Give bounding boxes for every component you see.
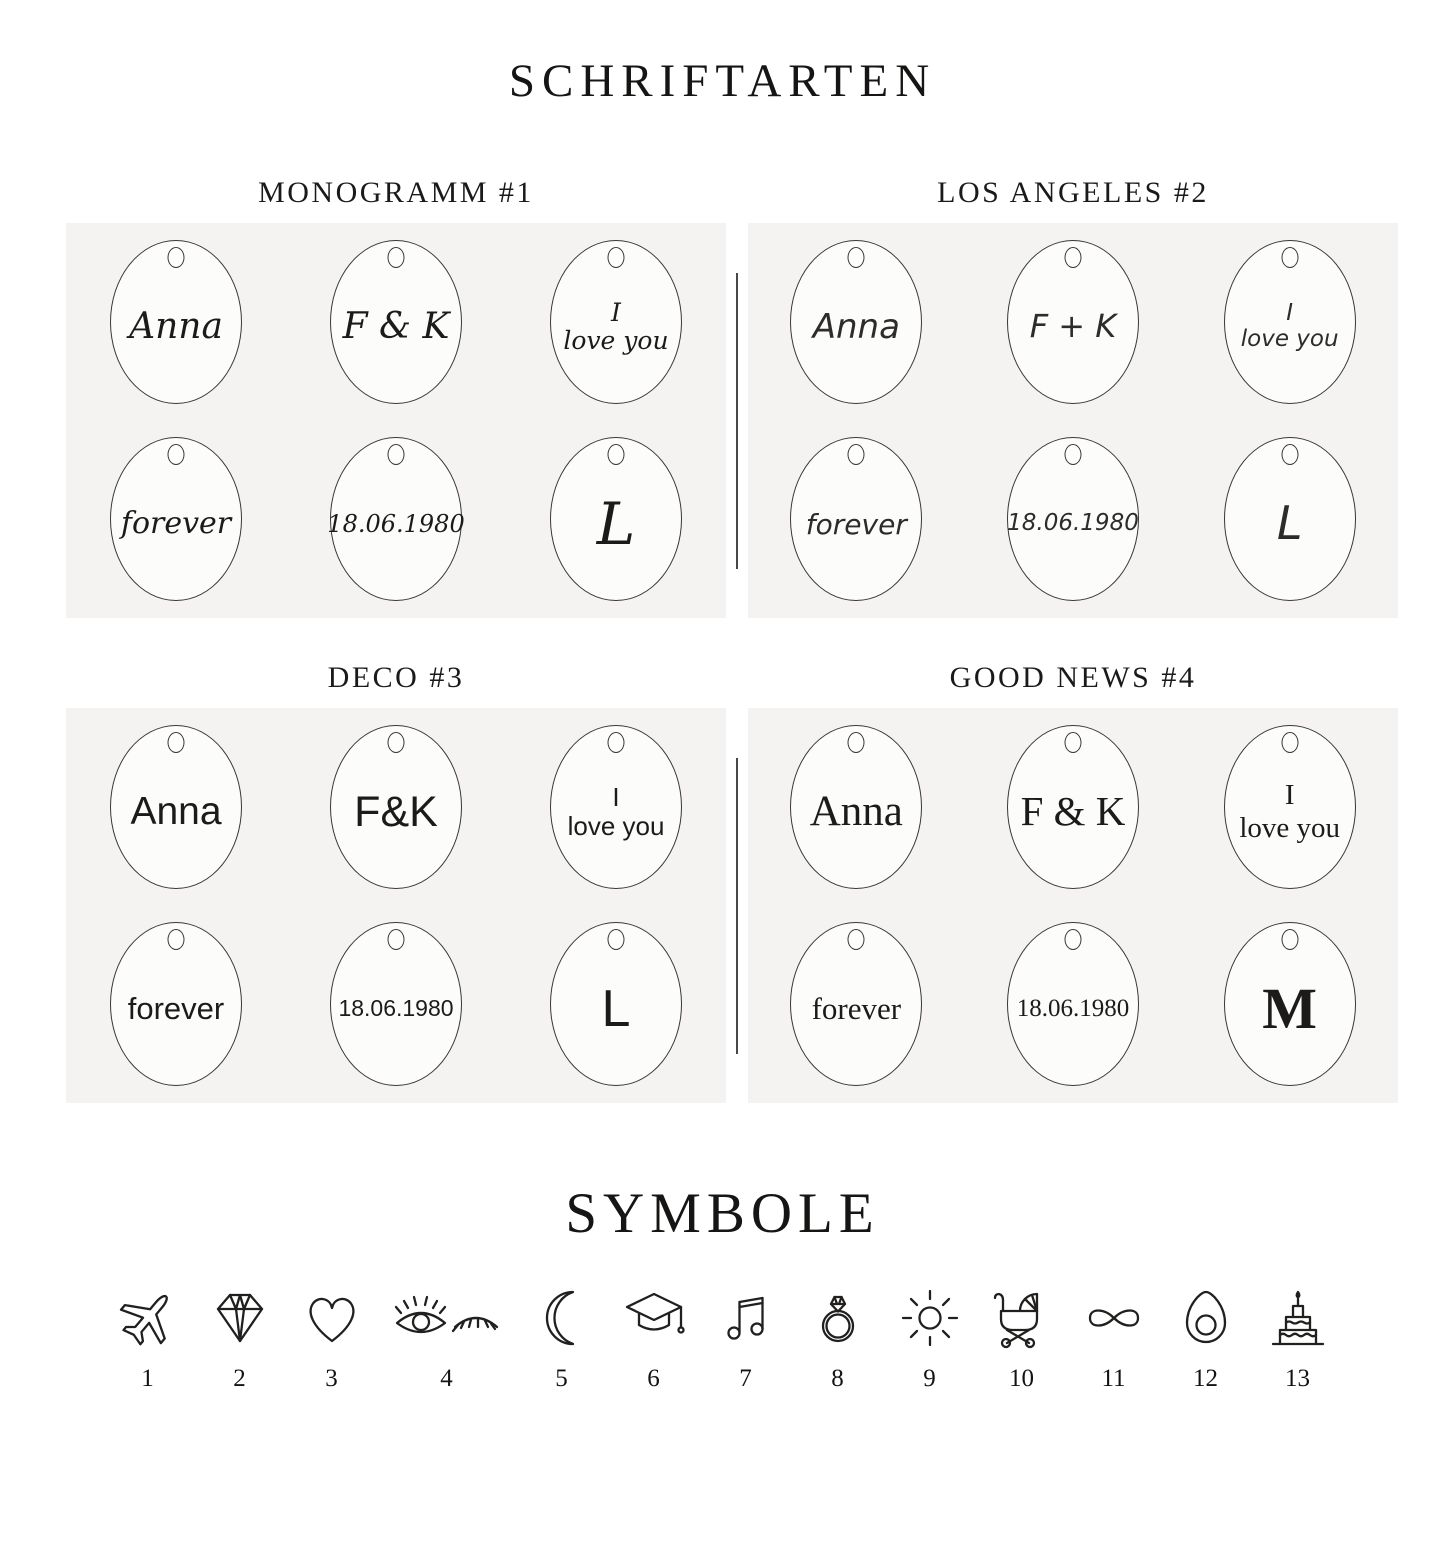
tag-text-line: Anna — [809, 787, 903, 835]
tag-hole — [608, 444, 625, 465]
section-title-deco: DECO #3 — [327, 661, 465, 694]
tag-text — [1007, 501, 1139, 537]
baby-stroller-icon — [990, 1286, 1054, 1350]
section-title-monogramm: MONOGRAMM #1 — [258, 176, 534, 209]
heart-icon — [300, 1286, 364, 1350]
tag-hole — [388, 732, 405, 753]
tag-text-line: F + K — [1029, 306, 1117, 345]
tag-hole — [1064, 929, 1081, 950]
engraving-tag — [1007, 437, 1139, 601]
eyes-open-closed-icon — [391, 1286, 503, 1350]
tag-text-line: I — [611, 297, 621, 327]
tag-text-line: L — [1276, 496, 1303, 551]
font-panel-los-angeles — [748, 223, 1398, 618]
engraving-tag — [330, 725, 462, 889]
engraving-tag — [790, 437, 922, 601]
engraving-tag — [330, 240, 462, 404]
tag-text — [1262, 967, 1317, 1042]
engraving-tag — [110, 240, 242, 404]
tag-hole — [1064, 732, 1081, 753]
tag-hole — [608, 929, 625, 950]
symbol-item — [207, 1286, 273, 1394]
font-row-top — [66, 175, 1398, 618]
tag-text-line: I — [612, 781, 620, 812]
tag-text — [128, 982, 224, 1027]
cake-icon — [1266, 1286, 1330, 1350]
engraving-tag — [110, 437, 242, 601]
symbol-number: 13 — [1285, 1365, 1310, 1392]
tag-hole — [848, 444, 865, 465]
tag-text-line: I — [1284, 779, 1295, 812]
engraving-tag — [1007, 922, 1139, 1086]
font-sections — [66, 175, 1398, 1103]
engraving-tag — [1224, 725, 1356, 889]
engraving-tag — [790, 725, 922, 889]
tag-text-line: love you — [1239, 811, 1340, 844]
section-good-news — [748, 660, 1398, 1103]
tag-text-line: forever — [805, 507, 907, 541]
tag-hole — [1281, 929, 1298, 950]
tag-hole — [608, 247, 625, 268]
engraving-tag — [550, 240, 682, 404]
tag-text — [806, 499, 907, 540]
tag-text-line: F&K — [354, 787, 438, 836]
symbol-item — [621, 1286, 687, 1394]
symbol-item — [1173, 1286, 1239, 1394]
avocado-icon — [1174, 1286, 1238, 1350]
section-los-angeles — [748, 175, 1398, 618]
symbol-number: 6 — [647, 1365, 660, 1392]
engraving-tag — [1224, 922, 1356, 1086]
symbols-title: SYMBOLE — [565, 1182, 880, 1245]
engraving-tag — [1007, 725, 1139, 889]
tag-text-line: 18.06.1980 — [1007, 510, 1139, 537]
tag-hole — [848, 929, 865, 950]
airplane-icon — [116, 1286, 180, 1350]
tag-text-line: Anna — [130, 789, 222, 833]
tag-text-line: I — [1286, 300, 1294, 326]
tag-hole — [1281, 732, 1298, 753]
symbol-item — [989, 1286, 1055, 1394]
tag-hole — [1281, 444, 1298, 465]
tag-text — [812, 982, 902, 1027]
tag-hole — [388, 929, 405, 950]
tag-text-line: forever — [811, 990, 902, 1026]
tag-text — [1030, 299, 1117, 345]
engraving-tag — [1007, 240, 1139, 404]
font-panel-monogramm — [66, 223, 726, 618]
tag-text-line: love you — [567, 810, 665, 841]
page-title: SCHRIFTARTEN — [508, 55, 937, 107]
symbol-item — [391, 1286, 503, 1394]
symbol-number: 9 — [923, 1365, 936, 1392]
tag-text — [1241, 291, 1339, 353]
tag-text — [1239, 769, 1340, 844]
symbol-number: 5 — [555, 1365, 568, 1392]
ring-icon — [806, 1286, 870, 1350]
crescent-moon-icon — [530, 1286, 594, 1350]
symbol-item — [299, 1286, 365, 1394]
engraving-tag — [550, 922, 682, 1086]
engraving-tag — [330, 922, 462, 1086]
tag-text-line: F & K — [1020, 787, 1126, 834]
symbol-number: 2 — [233, 1365, 246, 1392]
tag-text-line: 18.06.1980 — [1016, 995, 1130, 1023]
tag-text-line: forever — [127, 990, 225, 1026]
tag-text — [129, 297, 223, 347]
engraving-tag — [110, 725, 242, 889]
symbol-item — [713, 1286, 779, 1394]
symbol-number: 7 — [739, 1365, 752, 1392]
tag-text-line: love you — [1240, 325, 1339, 352]
tag-hole — [608, 732, 625, 753]
symbol-number: 4 — [440, 1365, 453, 1392]
tag-text — [1277, 488, 1303, 550]
tag-text-line: M — [1262, 975, 1318, 1041]
engraving-tag — [327, 437, 465, 601]
tag-hole — [848, 247, 865, 268]
tag-text — [130, 780, 221, 834]
symbol-number: 8 — [831, 1365, 844, 1392]
symbol-item — [1081, 1286, 1147, 1394]
tag-hole — [1064, 444, 1081, 465]
tag-text — [563, 289, 668, 355]
tag-hole — [1064, 247, 1081, 268]
tag-text — [568, 773, 665, 841]
tag-text-line: Anna — [812, 306, 900, 347]
tag-text — [602, 970, 631, 1038]
tag-text — [597, 482, 636, 557]
symbol-number: 3 — [325, 1365, 338, 1392]
tag-text — [343, 297, 450, 347]
tag-text-line: L — [601, 980, 631, 1039]
section-monogramm — [66, 175, 726, 618]
infinity-icon — [1082, 1286, 1146, 1350]
tag-text — [813, 298, 900, 346]
tag-text-line: 18.06.1980 — [327, 509, 465, 538]
panel-divider — [736, 273, 738, 569]
tag-text-line: love you — [563, 325, 669, 355]
font-panel-good-news — [748, 708, 1398, 1103]
tag-text — [354, 778, 438, 836]
tag-hole — [848, 732, 865, 753]
engraving-tag — [1224, 437, 1356, 601]
tag-text — [1021, 779, 1126, 835]
engraving-tag — [110, 922, 242, 1086]
symbol-item — [529, 1286, 595, 1394]
tag-text — [338, 986, 453, 1022]
symbol-item — [805, 1286, 871, 1394]
tag-text-line: F & K — [342, 305, 450, 347]
font-panel-deco — [66, 708, 726, 1103]
tag-hole — [168, 444, 185, 465]
tag-text-line: 18.06.1980 — [338, 995, 454, 1022]
tag-text-line: Anna — [129, 305, 223, 347]
symbols-row — [0, 1286, 1445, 1394]
symbol-number: 11 — [1101, 1365, 1126, 1392]
section-deco — [66, 660, 726, 1103]
symbol-item — [1265, 1286, 1331, 1394]
tag-text — [1017, 985, 1130, 1023]
music-notes-icon — [714, 1286, 778, 1350]
tag-hole — [168, 247, 185, 268]
tag-hole — [388, 247, 405, 268]
tag-hole — [388, 444, 405, 465]
symbol-item — [897, 1286, 963, 1394]
panel-divider — [736, 758, 738, 1054]
graduation-cap-icon — [622, 1286, 686, 1350]
tag-hole — [1281, 247, 1298, 268]
font-row-bottom — [66, 660, 1398, 1103]
diamond-icon — [208, 1286, 272, 1350]
engraving-tag — [790, 240, 922, 404]
tag-text-line: forever — [120, 506, 232, 542]
symbol-number: 10 — [1009, 1365, 1034, 1392]
symbol-item — [115, 1286, 181, 1394]
sun-icon — [898, 1286, 962, 1350]
engraving-tag — [550, 725, 682, 889]
symbol-number: 1 — [141, 1365, 154, 1392]
tag-text — [121, 497, 231, 541]
engraving-tag — [790, 922, 922, 1086]
tag-text — [327, 501, 464, 538]
section-title-los-angeles: LOS ANGELES #2 — [937, 176, 1209, 209]
section-title-good-news: GOOD NEWS #4 — [949, 661, 1197, 694]
engraving-tag — [1224, 240, 1356, 404]
tag-text — [810, 778, 903, 836]
tag-hole — [168, 732, 185, 753]
engraving-tag — [550, 437, 682, 601]
symbol-number: 12 — [1193, 1365, 1218, 1392]
tag-hole — [168, 929, 185, 950]
tag-text-line: L — [596, 489, 636, 558]
